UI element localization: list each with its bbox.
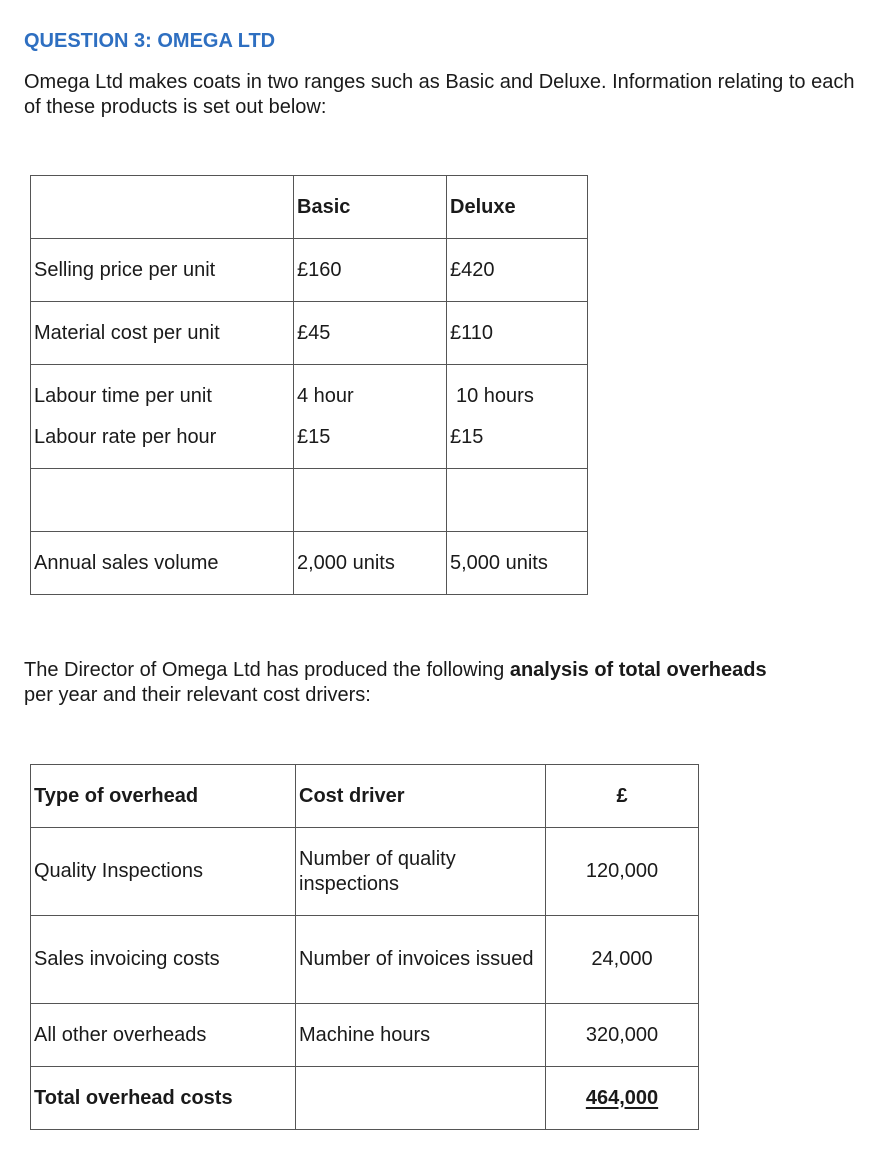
overhead-amount: 120,000 <box>546 828 699 916</box>
row-label: Labour rate per hour <box>34 425 217 448</box>
table-header-row <box>31 176 588 239</box>
page-title: QUESTION 3: OMEGA LTD <box>24 30 276 52</box>
header-driver: Cost driver <box>296 765 546 828</box>
basic-value: £15 <box>297 425 331 448</box>
cost-driver: Number of invoices issued <box>296 916 546 1004</box>
total-amount: 464,000 <box>585 1086 659 1109</box>
table-row <box>31 302 588 365</box>
labour-labels-cell <box>31 365 294 469</box>
overhead-type: Quality Inspections <box>31 828 296 916</box>
deluxe-value: £15 <box>450 425 484 448</box>
row-label: Annual sales volume <box>31 532 294 595</box>
overheads-intro-text: The Director of Omega Ltd has produced the following <box>24 659 510 681</box>
basic-value: 2,000 units <box>294 532 447 595</box>
basic-value: £45 <box>294 302 447 365</box>
intro-paragraph: Omega Ltd makes coats in two ranges such as Basic and Deluxe. Information relating to each of these products is set out below: <box>24 71 855 118</box>
row-label: Material cost per unit <box>31 302 294 365</box>
labour-basic-cell <box>294 365 447 469</box>
labour-deluxe-cell <box>447 365 588 469</box>
overhead-amount: 24,000 <box>546 916 699 1004</box>
deluxe-value: £110 <box>447 302 588 365</box>
deluxe-value: 5,000 units <box>447 532 588 595</box>
table-row <box>31 469 588 532</box>
total-driver <box>296 1067 546 1130</box>
header-basic: Basic <box>294 176 447 239</box>
total-row <box>31 1067 699 1130</box>
row-label <box>31 469 294 532</box>
product-table <box>30 175 588 595</box>
overhead-type: All other overheads <box>31 1004 296 1067</box>
row-label: Labour time per unit <box>34 384 212 407</box>
deluxe-value: 10 hours <box>456 384 534 407</box>
deluxe-value <box>447 469 588 532</box>
overheads-intro-paragraph <box>24 658 784 708</box>
header-cell <box>31 176 294 239</box>
header-type: Type of overhead <box>31 765 296 828</box>
deluxe-value: £420 <box>447 239 588 302</box>
overhead-amount: 320,000 <box>546 1004 699 1067</box>
basic-value <box>294 469 447 532</box>
overhead-type: Sales invoicing costs <box>31 916 296 1004</box>
cost-driver: Number of quality inspections <box>296 828 546 916</box>
table-row <box>31 828 699 916</box>
table-row <box>31 1004 699 1067</box>
total-amount-cell <box>546 1067 699 1130</box>
row-label: Selling price per unit <box>31 239 294 302</box>
cost-driver: Machine hours <box>296 1004 546 1067</box>
header-deluxe: Deluxe <box>447 176 588 239</box>
overheads-intro-text: per year and their relevant cost drivers: <box>24 684 371 706</box>
total-label: Total overhead costs <box>31 1067 296 1130</box>
basic-value: £160 <box>294 239 447 302</box>
table-row <box>31 532 588 595</box>
overheads-intro-emphasis: analysis of total overheads <box>509 659 767 681</box>
header-amount: £ <box>546 765 699 828</box>
table-row <box>31 239 588 302</box>
table-row <box>31 916 699 1004</box>
table-row <box>31 365 588 469</box>
overhead-table <box>30 764 699 1130</box>
basic-value: 4 hour <box>297 384 354 407</box>
table-header-row <box>31 765 699 828</box>
